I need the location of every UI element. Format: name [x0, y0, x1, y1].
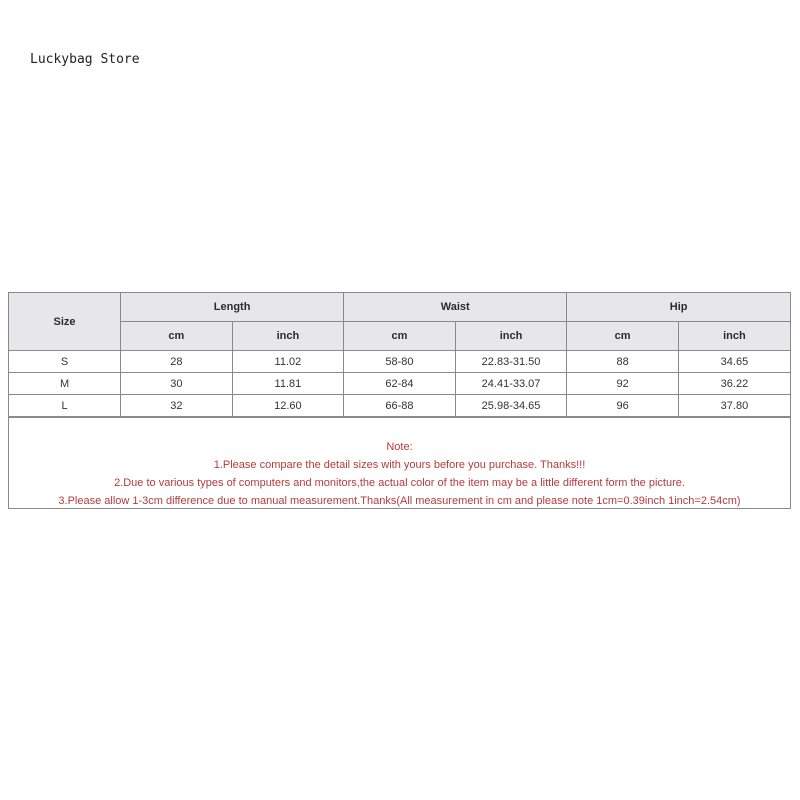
- hip-group-header: Hip: [567, 293, 790, 322]
- length-group-header: Length: [121, 293, 344, 322]
- waist-inch-cell: 24.41-33.07: [455, 373, 567, 395]
- notes-title: Note:: [386, 441, 413, 453]
- note-item-1: 1.Please compare the detail sizes with yours before you purchase. Thanks!!!: [213, 459, 586, 471]
- length-inch-header: inch: [232, 322, 344, 351]
- waist-cm-header: cm: [344, 322, 456, 351]
- size-chart: [8, 292, 791, 509]
- hip-cm-header: cm: [567, 322, 679, 351]
- note-item-3: 3.Please allow 1-3cm difference due to manual measurement.Thanks(All measurement in cm and please note 1cm=0.39inch 1inch=2.54cm): [58, 495, 741, 507]
- hip-inch-header: inch: [678, 322, 790, 351]
- length-inch-cell: 12.60: [232, 395, 344, 417]
- size-cell: M: [9, 373, 121, 395]
- size-column-header: Size: [9, 293, 121, 351]
- size-cell: L: [9, 395, 121, 417]
- length-cm-header: cm: [121, 322, 233, 351]
- waist-inch-cell: 22.83-31.50: [455, 351, 567, 373]
- table-row: [9, 351, 790, 373]
- table-row: [9, 395, 790, 417]
- length-cm-cell: 28: [121, 351, 233, 373]
- waist-cm-cell: 58-80: [344, 351, 456, 373]
- length-inch-cell: 11.02: [232, 351, 344, 373]
- waist-group-header: Waist: [344, 293, 567, 322]
- waist-inch-cell: 25.98-34.65: [455, 395, 567, 417]
- hip-cm-cell: 92: [567, 373, 679, 395]
- size-cell: S: [9, 351, 121, 373]
- store-name: Luckybag Store: [30, 52, 140, 67]
- waist-cm-cell: 66-88: [344, 395, 456, 417]
- length-cm-cell: 30: [121, 373, 233, 395]
- hip-inch-cell: 36.22: [678, 373, 790, 395]
- table-row: [9, 373, 790, 395]
- group-header-row: [9, 293, 790, 322]
- length-inch-cell: 11.81: [232, 373, 344, 395]
- hip-inch-cell: 34.65: [678, 351, 790, 373]
- unit-header-row: [9, 322, 790, 351]
- length-cm-cell: 32: [121, 395, 233, 417]
- note-item-2: 2.Due to various types of computers and monitors,the actual color of the item may be a little different form the picture.: [114, 477, 685, 489]
- hip-inch-cell: 37.80: [678, 395, 790, 417]
- waist-inch-header: inch: [455, 322, 567, 351]
- hip-cm-cell: 96: [567, 395, 679, 417]
- notes-section: [9, 417, 790, 508]
- waist-cm-cell: 62-84: [344, 373, 456, 395]
- hip-cm-cell: 88: [567, 351, 679, 373]
- size-table: [9, 293, 790, 417]
